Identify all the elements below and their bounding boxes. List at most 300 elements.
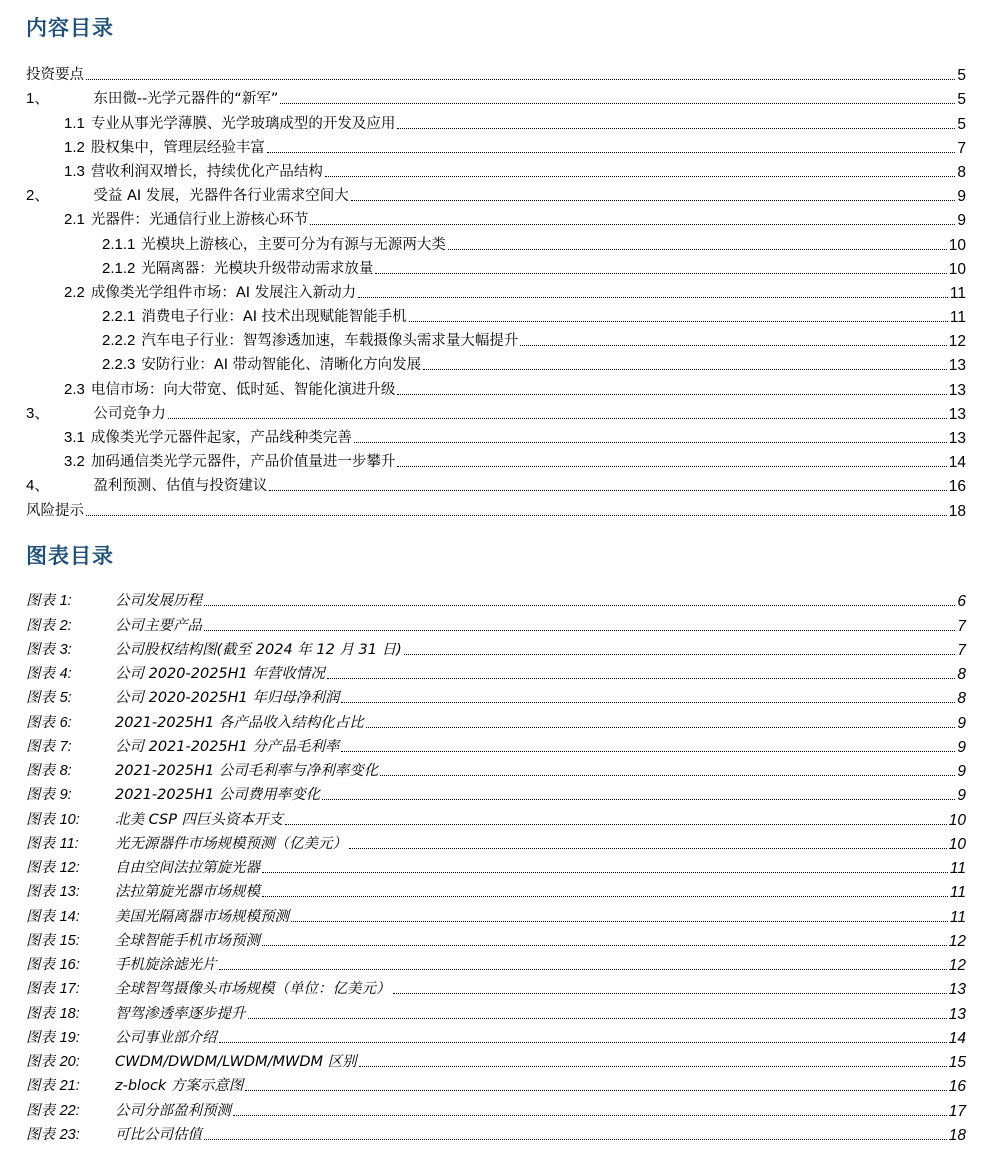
figure-prefix: 图表 — [26, 738, 55, 755]
figure-entry-text: 全球智驾摄像头市场规模（单位：亿美元） — [115, 981, 391, 998]
figure-entry-number — [26, 1054, 115, 1071]
toc-entry-page: 13 — [948, 405, 966, 423]
figure-entry-page: 11 — [949, 860, 966, 877]
figure-number: 11: — [59, 835, 79, 852]
toc-entry-text: 消费电子行业：AI 技术出现赋能智能手机 — [141, 309, 407, 326]
figure-prefix: 图表 — [26, 1005, 55, 1022]
figure-entry-text: 公司股权结构图(截至 2024 年 12 月 31 日) — [115, 641, 402, 658]
toc-entry-text: 投资要点 — [26, 67, 84, 84]
toc-entry-number: 2.1.2 — [102, 259, 136, 277]
figure-number: 15: — [59, 932, 80, 949]
figure-entry[interactable] — [26, 586, 966, 610]
toc-entry[interactable] — [26, 205, 966, 229]
figure-number: 2: — [59, 617, 72, 634]
toc-entry[interactable] — [26, 302, 966, 326]
toc-entry-text: 光模块上游核心，主要可分为有源与无源两大类 — [141, 236, 446, 253]
figure-entry-number — [26, 666, 115, 683]
toc-entry[interactable] — [26, 326, 966, 350]
figure-entry-text: 光无源器件市场规模预测（亿美元） — [115, 835, 347, 852]
figure-number: 20: — [59, 1054, 80, 1070]
dot-leader — [86, 515, 947, 516]
figure-prefix: 图表 — [26, 957, 55, 973]
figure-entry-label — [26, 739, 339, 756]
figure-entry-number — [26, 884, 115, 901]
figure-entry-label — [26, 836, 347, 853]
toc-entry-number: 3.2 — [64, 453, 85, 471]
toc-entry-page: 16 — [948, 478, 966, 496]
figure-entry-number — [26, 1103, 115, 1120]
dot-leader — [325, 176, 956, 177]
toc-entry[interactable] — [26, 374, 966, 398]
dot-leader — [351, 200, 956, 201]
dot-leader — [409, 321, 948, 322]
dot-leader — [262, 872, 948, 873]
figure-entry[interactable] — [26, 998, 966, 1022]
figure-entry-number — [26, 739, 115, 756]
figure-entry-label — [26, 957, 217, 974]
figure-number: 5: — [59, 690, 72, 707]
figure-entry-label — [26, 812, 283, 829]
figure-list-title: 图表目录 — [26, 544, 114, 568]
figure-entry-page: 11 — [949, 908, 966, 926]
figure-entry-number — [26, 812, 115, 829]
dot-leader — [349, 848, 947, 849]
figure-entry-label — [26, 981, 391, 998]
dot-leader — [423, 369, 947, 370]
toc-entry-number: 3、 — [26, 404, 50, 422]
figure-entry-text: 美国光隔离器市场规模预测 — [115, 908, 289, 925]
figure-prefix: 图表 — [26, 787, 55, 804]
dot-leader — [219, 969, 947, 970]
dot-leader — [168, 418, 947, 419]
figure-entry[interactable] — [26, 926, 966, 950]
figure-entry-text: 公司 2020-2025H1 年归母净利润 — [115, 690, 340, 707]
figure-entry[interactable] — [26, 1023, 966, 1047]
figure-entry[interactable] — [26, 950, 966, 974]
toc-entry[interactable] — [26, 108, 966, 132]
figure-entry-number — [26, 1127, 115, 1144]
toc-entry-page: 5 — [957, 91, 966, 109]
figure-entry-text: 可比公司估值 — [115, 1126, 202, 1143]
figure-entry-text: CWDM/DWDM/LWDM/MWDM 区别 — [115, 1054, 357, 1070]
toc-entry-text: 东田微--光学元器件的“新军” — [93, 91, 279, 108]
figure-entry-text: z-block 方案示意图 — [115, 1078, 244, 1095]
figure-prefix: 图表 — [26, 1078, 55, 1095]
figure-entry-number — [26, 860, 115, 877]
toc-entry-label — [64, 115, 395, 133]
toc-entry-text: 成像类光学组件市场：AI 发展注入新动力 — [90, 284, 357, 301]
figure-entry-label — [26, 1078, 243, 1095]
toc-entry-label — [64, 163, 323, 181]
figure-entry-page: 9 — [957, 738, 966, 756]
figure-entry[interactable] — [26, 1071, 966, 1095]
toc-entry-text: 专业从事光学薄膜、光学玻璃成型的开发及应用 — [90, 115, 396, 132]
figure-entry-number — [26, 593, 115, 610]
toc-entry-text: 成像类光学元器件起家，产品线种类完善 — [90, 430, 352, 446]
toc-entry-label — [26, 67, 84, 84]
figure-number: 21: — [59, 1078, 80, 1095]
figure-entry[interactable] — [26, 877, 966, 901]
dot-leader — [448, 249, 947, 250]
figure-prefix: 图表 — [26, 932, 55, 949]
toc-entry-page: 14 — [948, 454, 966, 472]
figure-entry[interactable] — [26, 974, 966, 998]
figure-number: 14: — [59, 908, 80, 925]
toc-entry-label — [64, 429, 352, 447]
toc-entry-number: 1.1 — [64, 114, 85, 132]
figure-prefix: 图表 — [26, 666, 55, 682]
dot-leader — [366, 727, 956, 728]
figure-number: 23: — [59, 1126, 80, 1143]
toc-entry-page: 12 — [948, 333, 966, 351]
figure-prefix: 图表 — [26, 884, 55, 901]
figure-prefix: 图表 — [26, 763, 55, 779]
dot-leader — [327, 678, 955, 679]
toc-entry-text: 营收利润双增长，持续优化产品结构 — [90, 163, 323, 180]
figure-number: 1: — [59, 593, 72, 610]
figure-prefix: 图表 — [26, 1054, 55, 1070]
toc-entry-page: 13 — [948, 357, 966, 375]
figure-entry-page: 7 — [957, 641, 966, 659]
dot-leader — [269, 490, 946, 491]
figure-entry[interactable] — [26, 732, 966, 756]
figure-entry-page: 9 — [957, 763, 966, 780]
figure-entry[interactable] — [26, 1120, 966, 1144]
toc-entry-number: 2.2.3 — [102, 356, 136, 374]
figure-entry-number — [26, 981, 115, 998]
toc-entry[interactable] — [26, 254, 966, 278]
figure-entry-label — [26, 618, 202, 635]
figure-entry-number — [26, 787, 115, 804]
figure-prefix: 图表 — [26, 835, 55, 852]
toc-entry-text: 光隔离器：光模块升级带动需求放量 — [141, 260, 374, 277]
figure-prefix: 图表 — [26, 1126, 55, 1143]
figure-entry-number — [26, 957, 115, 974]
toc-entry-page: 8 — [957, 163, 966, 181]
figure-entry-page: 9 — [957, 714, 966, 732]
dot-leader — [262, 945, 947, 946]
toc-entry-text: 汽车电子行业：智驾渗透加速，车载摄像头需求量大幅提升 — [141, 333, 519, 350]
dot-leader — [291, 921, 948, 922]
toc-entry-text: 盈利预测、估值与投资建议 — [93, 478, 268, 495]
toc-entry-number: 1.2 — [64, 138, 85, 156]
dot-leader — [204, 1139, 947, 1140]
dot-leader — [359, 1066, 947, 1067]
figure-entry-label — [26, 1127, 202, 1144]
figure-number: 13: — [59, 884, 80, 901]
dot-leader — [397, 466, 946, 467]
dot-leader — [248, 1018, 947, 1019]
dot-leader — [86, 79, 955, 80]
toc-entry-text: 电信市场：向大带宽、低时延、智能化演进升级 — [90, 381, 396, 398]
figure-entry-text: 2021-2025H1 各产品收入结构化占比 — [115, 714, 364, 731]
figure-number: 3: — [59, 641, 72, 658]
figure-entry-page: 10 — [948, 835, 966, 853]
toc-entry[interactable] — [26, 84, 966, 108]
figure-entry-text: 公司 2021-2025H1 分产品毛利率 — [115, 738, 340, 755]
figure-entry[interactable] — [26, 635, 966, 659]
toc-entry[interactable] — [26, 133, 966, 157]
figure-entry-label — [26, 1054, 357, 1071]
toc-entry-label — [102, 236, 446, 254]
dot-leader — [393, 993, 947, 994]
figure-entry-number — [26, 763, 115, 780]
toc-entry-number: 2.2 — [64, 283, 85, 301]
toc-entry-page: 13 — [948, 381, 966, 399]
figure-number: 6: — [59, 714, 72, 731]
dot-leader — [262, 896, 948, 897]
figure-entry[interactable] — [26, 901, 966, 925]
toc-entry[interactable] — [26, 181, 966, 205]
figure-entry[interactable] — [26, 780, 966, 804]
figure-entry[interactable] — [26, 804, 966, 828]
figure-entry-text: 2021-2025H1 公司毛利率与净利率变化 — [115, 763, 379, 779]
dot-leader — [245, 1090, 946, 1091]
figure-entry-text: 公司发展历程 — [115, 593, 202, 610]
figure-entry[interactable] — [26, 1047, 966, 1071]
figure-entry-page: 7 — [957, 617, 966, 635]
toc-entry[interactable] — [26, 399, 966, 423]
figure-prefix: 图表 — [26, 690, 55, 707]
figure-entry-label — [26, 909, 289, 926]
toc-entry-number: 2.2.2 — [102, 332, 136, 350]
toc-entry-label — [102, 260, 373, 278]
toc-entry-text: 安防行业：AI 带动智能化、清晰化方向发展 — [141, 357, 422, 374]
toc-entry-label — [26, 187, 349, 205]
toc-entry-text: 股权集中，管理层经验丰富 — [90, 139, 265, 156]
dot-leader — [341, 702, 955, 703]
figure-list — [26, 586, 966, 1144]
toc-entry[interactable] — [26, 447, 966, 471]
figure-entry-number — [26, 1006, 115, 1023]
toc-entry[interactable] — [26, 278, 966, 302]
figure-entry-label — [26, 763, 378, 780]
figure-entry-number — [26, 909, 115, 926]
figure-entry-page: 8 — [957, 666, 966, 683]
toc-entry-label — [26, 503, 84, 520]
figure-entry-number — [26, 933, 115, 950]
dot-leader — [397, 128, 955, 129]
figure-prefix: 图表 — [26, 641, 55, 658]
figure-entry-page: 13 — [948, 1005, 966, 1023]
dot-leader — [285, 824, 947, 825]
figure-prefix: 图表 — [26, 860, 55, 876]
toc-entry-number: 4、 — [26, 477, 50, 495]
figure-entry-label — [26, 933, 260, 950]
figure-entry-page: 18 — [948, 1126, 966, 1144]
figure-number: 4: — [59, 666, 72, 682]
toc-list — [26, 60, 966, 520]
figure-entry[interactable] — [26, 610, 966, 634]
toc-entry-number: 1、 — [26, 90, 50, 108]
figure-entry-label — [26, 642, 402, 659]
toc-entry-page: 5 — [957, 67, 966, 85]
toc-entry-label — [64, 284, 356, 302]
dot-leader — [280, 103, 955, 104]
toc-entry-number: 2.3 — [64, 380, 85, 398]
figure-number: 9: — [59, 787, 72, 804]
toc-entry-page: 11 — [949, 309, 966, 327]
figure-entry-label — [26, 593, 202, 610]
toc-entry-text: 光器件：光通信行业上游核心环节 — [90, 212, 309, 229]
dot-leader — [358, 297, 948, 298]
figure-entry-text: 北美 CSP 四巨头资本开支 — [115, 811, 284, 828]
toc-entry-text: 受益 AI 发展，光器件各行业需求空间大 — [93, 188, 349, 205]
figure-entry-number — [26, 1078, 115, 1095]
figure-entry[interactable] — [26, 683, 966, 707]
figure-entry[interactable] — [26, 853, 966, 877]
toc-entry-number: 2、 — [26, 187, 50, 205]
figure-number: 19: — [59, 1029, 80, 1046]
toc-entry-page: 11 — [949, 284, 966, 302]
toc-entry[interactable] — [26, 471, 966, 495]
figure-entry[interactable] — [26, 829, 966, 853]
dot-leader — [341, 751, 955, 752]
dot-leader — [397, 394, 946, 395]
figure-prefix: 图表 — [26, 811, 55, 828]
figure-entry-text: 全球智能手机市场预测 — [115, 932, 260, 949]
figure-entry-number — [26, 1030, 115, 1047]
figure-entry-label — [26, 715, 364, 732]
toc-entry-number: 2.1 — [64, 211, 85, 229]
dot-leader — [354, 442, 947, 443]
figure-number: 17: — [59, 981, 80, 998]
figure-entry-page: 16 — [948, 1078, 966, 1096]
dot-leader — [233, 1115, 947, 1116]
toc-entry-label — [26, 405, 166, 423]
figure-entry-page: 9 — [957, 787, 966, 805]
figure-entry-page: 12 — [948, 932, 966, 950]
figure-prefix: 图表 — [26, 593, 55, 610]
toc-entry-page: 10 — [948, 260, 966, 278]
figure-prefix: 图表 — [26, 908, 55, 925]
figure-number: 22: — [59, 1102, 80, 1119]
figure-entry[interactable] — [26, 1095, 966, 1119]
toc-entry-text: 公司竞争力 — [93, 405, 166, 422]
figure-entry-text: 智驾渗透率逐步提升 — [115, 1005, 246, 1022]
toc-entry-text: 风险提示 — [26, 502, 84, 519]
figure-entry-label — [26, 884, 260, 901]
figure-entry-page: 13 — [948, 981, 966, 999]
toc-entry[interactable] — [26, 229, 966, 253]
toc-entry[interactable] — [26, 350, 966, 374]
toc-entry[interactable] — [26, 495, 966, 519]
toc-entry-page: 5 — [957, 115, 966, 133]
toc-entry-label — [102, 356, 421, 374]
toc-entry-label — [64, 139, 265, 157]
figure-entry-text: 公司 2020-2025H1 年营收情况 — [115, 666, 325, 682]
figure-entry-label — [26, 666, 325, 683]
toc-entry[interactable] — [26, 423, 966, 447]
figure-prefix: 图表 — [26, 981, 55, 998]
figure-number: 18: — [59, 1005, 80, 1022]
figure-entry-page: 14 — [948, 1029, 966, 1047]
figure-entry-page: 6 — [957, 593, 966, 611]
toc-entry-number: 2.1.1 — [102, 235, 136, 253]
figure-entry-label — [26, 1006, 246, 1023]
toc-entry-label — [102, 332, 518, 350]
figure-prefix: 图表 — [26, 714, 55, 731]
figure-entry-label — [26, 1103, 231, 1120]
figure-entry-number — [26, 690, 115, 707]
figure-entry-text: 2021-2025H1 公司费用率变化 — [115, 787, 321, 804]
toc-entry-label — [64, 211, 308, 229]
figure-entry-text: 法拉第旋光器市场规模 — [115, 884, 260, 901]
toc-entry-number: 3.1 — [64, 429, 85, 446]
dot-leader — [267, 152, 956, 153]
figure-entry-number — [26, 642, 115, 659]
toc-entry-label — [64, 381, 395, 399]
toc-entry-number: 1.3 — [64, 162, 85, 180]
figure-entry-number — [26, 836, 115, 853]
dot-leader — [380, 775, 955, 776]
figure-entry-page: 15 — [948, 1054, 966, 1071]
figure-number: 7: — [59, 738, 72, 755]
figure-prefix: 图表 — [26, 617, 55, 634]
toc-title: 内容目录 — [26, 16, 114, 40]
toc-entry-page: 9 — [957, 212, 966, 230]
figure-entry-label — [26, 690, 339, 707]
dot-leader — [375, 273, 946, 274]
dot-leader — [204, 630, 955, 631]
figure-number: 10: — [59, 811, 80, 828]
dot-leader — [310, 224, 955, 225]
figure-entry-label — [26, 860, 260, 877]
figure-entry[interactable] — [26, 659, 966, 683]
figure-entry-text: 公司分部盈利预测 — [115, 1102, 231, 1119]
toc-entry-text: 加码通信类光学元器件，产品价值量进一步攀升 — [90, 454, 396, 471]
toc-entry-page: 10 — [948, 236, 966, 254]
toc-entry-page: 13 — [948, 430, 966, 447]
toc-entry[interactable] — [26, 60, 966, 84]
toc-entry-label — [64, 453, 395, 471]
figure-entry[interactable] — [26, 756, 966, 780]
toc-entry-label — [102, 308, 407, 326]
dot-leader — [219, 1042, 947, 1043]
figure-entry-label — [26, 787, 320, 804]
figure-number: 8: — [59, 763, 72, 779]
dot-leader — [520, 345, 946, 346]
figure-entry-text: 自由空间法拉第旋光器 — [115, 860, 260, 876]
figure-entry[interactable] — [26, 707, 966, 731]
figure-prefix: 图表 — [26, 1102, 55, 1119]
figure-entry-text: 公司主要产品 — [115, 617, 202, 634]
toc-entry-label — [26, 477, 267, 495]
dot-leader — [322, 799, 955, 800]
figure-entry-page: 12 — [948, 957, 966, 974]
toc-entry-page: 7 — [957, 139, 966, 157]
figure-entry-page: 8 — [957, 690, 966, 708]
figure-entry-page: 11 — [949, 884, 966, 902]
figure-entry-label — [26, 1030, 217, 1047]
figure-entry-text: 手机旋涂滤光片 — [115, 957, 217, 973]
figure-entry-page: 10 — [948, 811, 966, 829]
toc-entry-number: 2.2.1 — [102, 308, 136, 326]
figure-entry-number — [26, 618, 115, 635]
dot-leader — [404, 654, 956, 655]
figure-entry-text: 公司事业部介绍 — [115, 1029, 217, 1046]
figure-number: 16: — [59, 957, 80, 973]
figure-prefix: 图表 — [26, 1029, 55, 1046]
toc-entry[interactable] — [26, 157, 966, 181]
figure-entry-page: 17 — [948, 1102, 966, 1120]
figure-entry-number — [26, 715, 115, 732]
toc-entry-page: 18 — [948, 502, 966, 520]
figure-number: 12: — [59, 860, 80, 876]
toc-entry-label — [26, 90, 278, 108]
toc-entry-page: 9 — [957, 188, 966, 206]
dot-leader — [204, 605, 955, 606]
